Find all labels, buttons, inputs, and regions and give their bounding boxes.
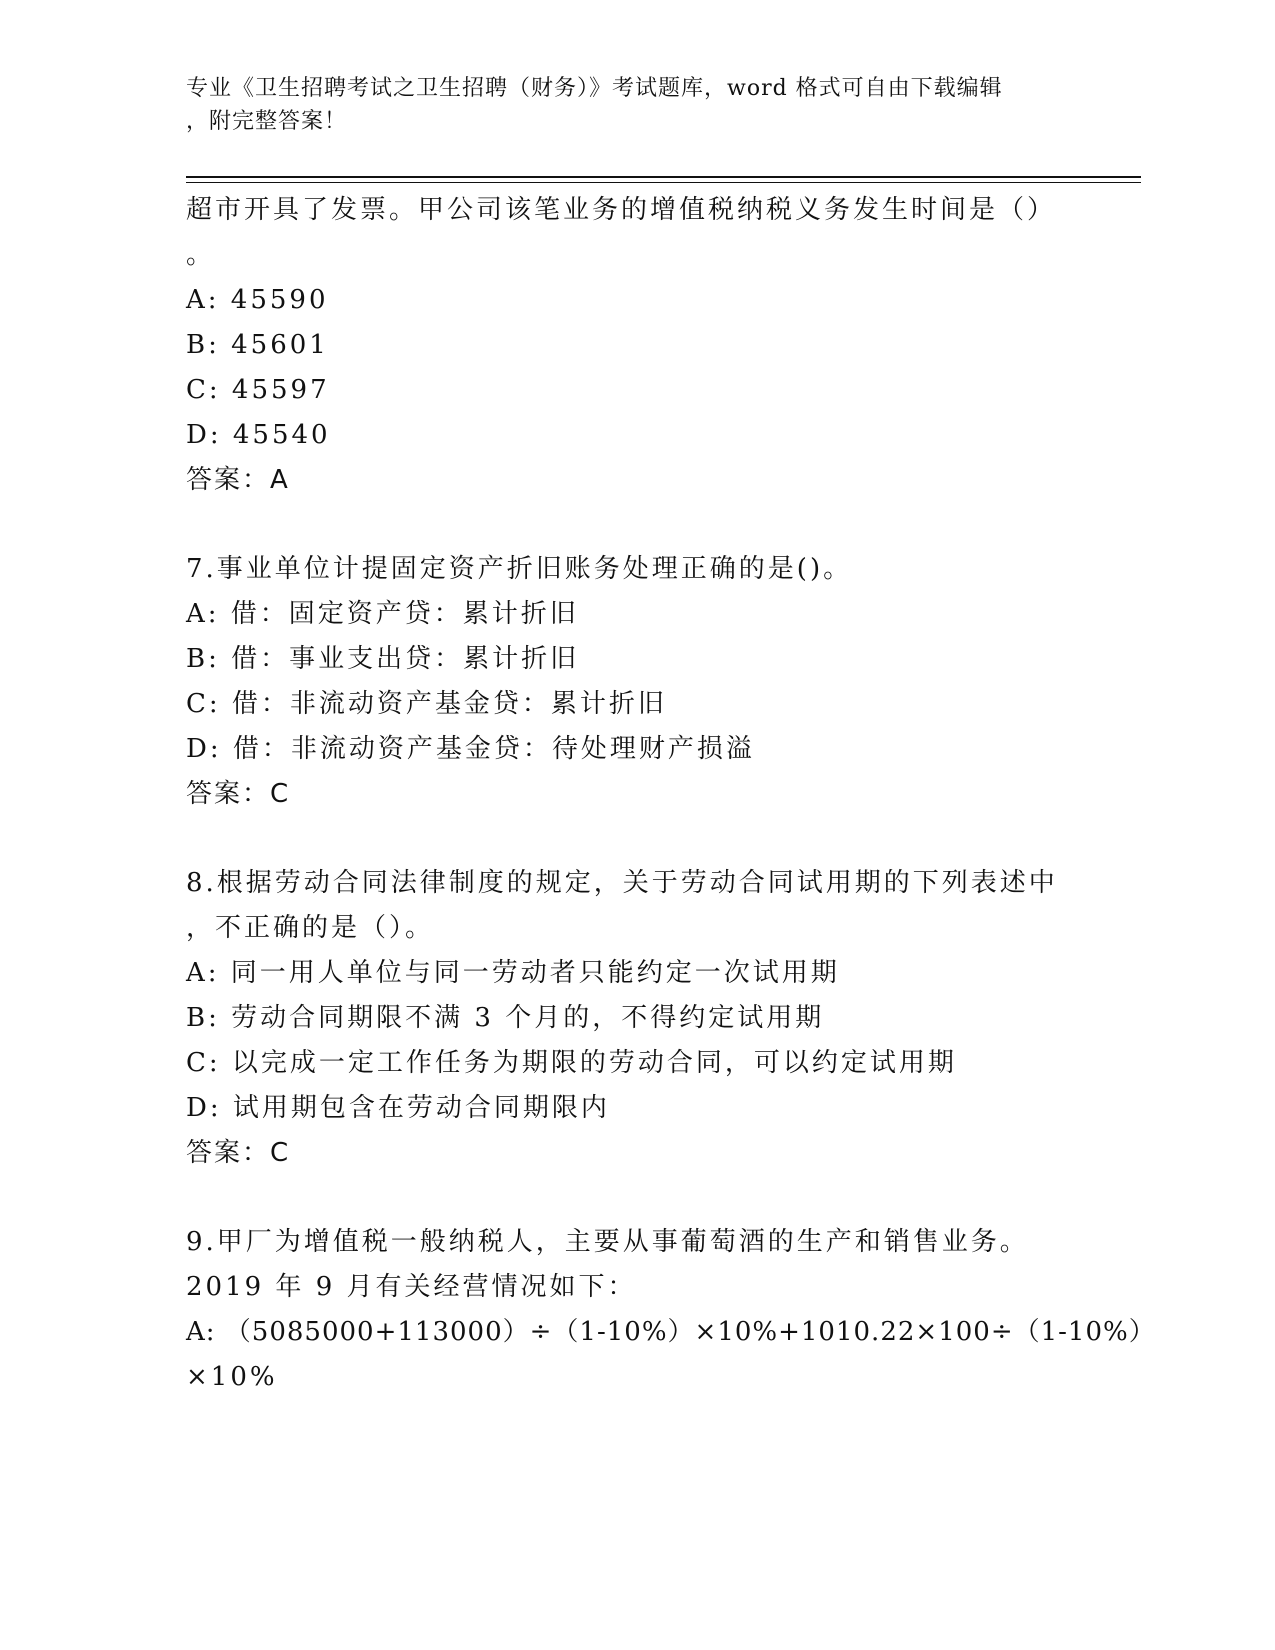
header-line-2: ，附完整答案！ <box>186 109 348 134</box>
question-8 <box>186 861 1086 1176</box>
question-stem: 超市开具了发票。甲公司该笔业务的增值税纳税义务发生时间是（） <box>186 195 1057 225</box>
spacer <box>186 817 1086 861</box>
option-d: D: 45540 <box>186 420 331 450</box>
option-a: A: （5085000+113000）÷（1-10%）×10%+1010.22×100÷（1-10%） <box>186 1317 1156 1347</box>
question-stem: 7.事业单位计提固定资产折旧账务处理正确的是()。 <box>186 554 853 584</box>
option-c: C: 借：非流动资产基金贷：累计折旧 <box>186 689 667 719</box>
spacer <box>186 503 1086 547</box>
answer: 答案：C <box>186 1138 291 1168</box>
option-a-continued: ×10% <box>186 1362 278 1392</box>
option-a: A: 借：固定资产贷：累计折旧 <box>186 599 579 629</box>
option-c: C: 45597 <box>186 375 330 405</box>
question-9 <box>186 1220 1156 1400</box>
option-b: B: 45601 <box>186 330 329 360</box>
question-stem: 9.甲厂为增值税一般纳税人，主要从事葡萄酒的生产和销售业务。 <box>186 1227 1029 1257</box>
option-d: D: 借：非流动资产基金贷：待处理财产损溢 <box>186 734 755 764</box>
page-header <box>186 72 1066 138</box>
header-line-1: 专业《卫生招聘考试之卫生招聘（财务）》考试题库，word 格式可自由下载编辑 <box>186 76 1003 101</box>
question-7 <box>186 547 1086 817</box>
option-a: A: 同一用人单位与同一劳动者只能约定一次试用期 <box>186 958 840 988</box>
question-stem-continued: 。 <box>186 240 216 270</box>
option-c: C: 以完成一定工作任务为期限的劳动合同，可以约定试用期 <box>186 1048 957 1078</box>
option-b: B: 劳动合同期限不满 3 个月的，不得约定试用期 <box>186 1003 825 1033</box>
answer: 答案：C <box>186 779 291 809</box>
option-d: D: 试用期包含在劳动合同期限内 <box>186 1093 610 1123</box>
answer: 答案：A <box>186 465 290 495</box>
question-6 <box>186 188 1086 503</box>
spacer <box>186 1176 1086 1220</box>
question-stem-continued: ，不正确的是（）。 <box>186 913 435 943</box>
option-a: A: 45590 <box>186 285 329 315</box>
header-rule-thick <box>186 176 1141 178</box>
question-stem-continued: 2019 年 9 月有关经营情况如下： <box>186 1272 637 1302</box>
option-b: B: 借：事业支出贷：累计折旧 <box>186 644 580 674</box>
document-body <box>186 188 1156 1400</box>
header-rule-thin <box>186 182 1141 183</box>
question-stem: 8.根据劳动合同法律制度的规定，关于劳动合同试用期的下列表述中 <box>186 868 1058 898</box>
